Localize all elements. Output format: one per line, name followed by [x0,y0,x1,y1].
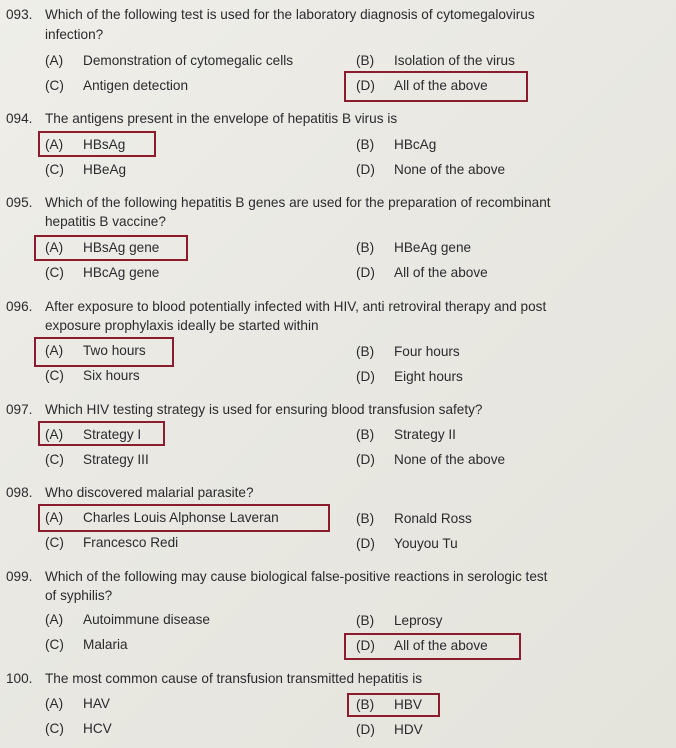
question-text: Which of the following may cause biological false-positive reactions in serologic test [45,569,548,584]
answer-mark-box [34,337,174,367]
question-number: 097. [6,402,33,417]
answer-mark-box [344,633,521,660]
option-letter: (B) [356,240,375,255]
option-letter: (B) [356,511,375,526]
option-a [45,611,210,629]
option-text: Charles Louis Alphonse Laveran [83,510,279,525]
option-c [45,720,112,738]
option-text: HBsAg gene [83,240,160,255]
question-text-continued: of syphilis? [45,588,113,603]
option-letter: (D) [356,162,375,177]
option-text: Strategy I [83,427,142,442]
option-letter: (D) [356,78,375,93]
option-letter: (C) [45,637,64,652]
option-letter: (A) [45,510,64,525]
option-text: HDV [394,722,423,737]
option-text: None of the above [394,452,506,467]
question-097 [6,401,672,420]
option-text: Youyou Tu [394,536,458,551]
question-text: Which of the following hepatitis B genes are used for the preparation of recombinant [45,195,551,210]
option-text: HBV [394,697,422,712]
option-b [356,239,471,257]
option-c [45,451,149,469]
option-b [356,52,515,70]
option-c [45,534,178,552]
option-d [356,535,458,553]
question-number: 099. [6,569,33,584]
question-094 [6,110,672,129]
question-098 [6,484,672,503]
option-text: Demonstration of cytomegalic cells [83,53,294,68]
option-letter: (D) [356,452,375,467]
option-text: HBcAg [394,137,437,152]
option-text: HCV [83,721,112,736]
option-text: Antigen detection [83,78,189,93]
option-letter: (D) [356,265,375,280]
option-letter: (C) [45,721,64,736]
option-letter: (A) [45,696,64,711]
option-b [356,510,472,528]
question-text: After exposure to blood potentially infected with HIV, anti retroviral therapy and post [45,299,547,314]
option-letter: (C) [45,452,64,467]
option-d [356,368,463,386]
option-text: Isolation of the virus [394,53,515,68]
option-d [356,264,488,282]
question-100 [6,670,672,689]
option-letter: (A) [45,343,64,358]
option-b [356,136,436,154]
question-number: 095. [6,195,33,210]
option-d [356,721,423,739]
answer-mark-box [34,235,188,261]
option-text: Six hours [83,368,140,383]
answer-mark-box [347,693,440,717]
option-letter: (C) [45,162,64,177]
option-letter: (C) [45,368,64,383]
question-096 [6,298,672,317]
question-093 [6,6,672,25]
option-letter: (A) [45,53,64,68]
option-text: HBeAg gene [394,240,472,255]
option-text: All of the above [394,78,488,93]
option-letter: (A) [45,612,64,627]
question-text-continued: exposure prophylaxis ideally be started within [45,318,319,333]
question-number: 093. [6,7,33,22]
option-c [45,161,126,179]
question-text-continued: hepatitis B vaccine? [45,214,166,229]
option-text: All of the above [394,638,488,653]
answer-mark-box [38,131,156,157]
option-b [356,612,442,630]
option-text: Leprosy [394,613,443,628]
option-letter: (D) [356,722,375,737]
option-text: HBcAg gene [83,265,160,280]
question-text: Which of the following test is used for the laboratory diagnosis of cytomegalovirus [45,7,535,22]
option-text: HBeAg [83,162,127,177]
option-letter: (B) [356,344,375,359]
option-b [356,426,456,444]
option-c [45,367,140,385]
question-number: 098. [6,485,33,500]
option-letter: (D) [356,536,375,551]
option-letter: (B) [356,427,375,442]
answer-mark-box [38,421,165,446]
option-letter: (A) [45,427,64,442]
option-letter: (A) [45,137,64,152]
option-d [356,451,505,469]
option-d [356,161,505,179]
option-letter: (C) [45,535,64,550]
option-letter: (B) [356,613,375,628]
option-text: None of the above [394,162,506,177]
option-text: Autoimmune disease [83,612,210,627]
option-letter: (A) [45,240,64,255]
option-c [45,636,128,654]
option-text: Four hours [394,344,460,359]
option-letter: (D) [356,369,375,384]
option-letter: (B) [356,53,375,68]
option-text: All of the above [394,265,488,280]
question-099 [6,568,672,587]
question-095 [6,194,672,213]
option-letter: (C) [45,265,64,280]
question-text: Who discovered malarial parasite? [45,485,254,500]
option-a [45,695,110,713]
option-b [356,343,460,361]
option-text: Strategy II [394,427,456,442]
question-number: 096. [6,299,33,314]
option-text: HBsAg [83,137,126,152]
question-number: 100. [6,671,33,686]
option-text: Eight hours [394,369,463,384]
option-text: Strategy III [83,452,149,467]
answer-mark-box [38,504,330,532]
option-letter: (B) [356,697,375,712]
option-letter: (B) [356,137,375,152]
option-letter: (C) [45,78,64,93]
option-text: Malaria [83,637,128,652]
option-letter: (D) [356,638,375,653]
answer-mark-box [344,71,528,102]
question-text: Which HIV testing strategy is used for ensuring blood transfusion safety? [45,402,483,417]
question-text: The antigens present in the envelope of hepatitis B virus is [45,111,398,126]
option-c [45,77,188,95]
option-text: HAV [83,696,110,711]
question-text: The most common cause of transfusion transmitted hepatitis is [45,671,423,686]
question-number: 094. [6,111,33,126]
option-text: Francesco Redi [83,535,179,550]
option-a [45,52,293,70]
option-text: Ronald Ross [394,511,472,526]
option-c [45,264,159,282]
option-text: Two hours [83,343,146,358]
question-text-continued: infection? [45,27,104,42]
